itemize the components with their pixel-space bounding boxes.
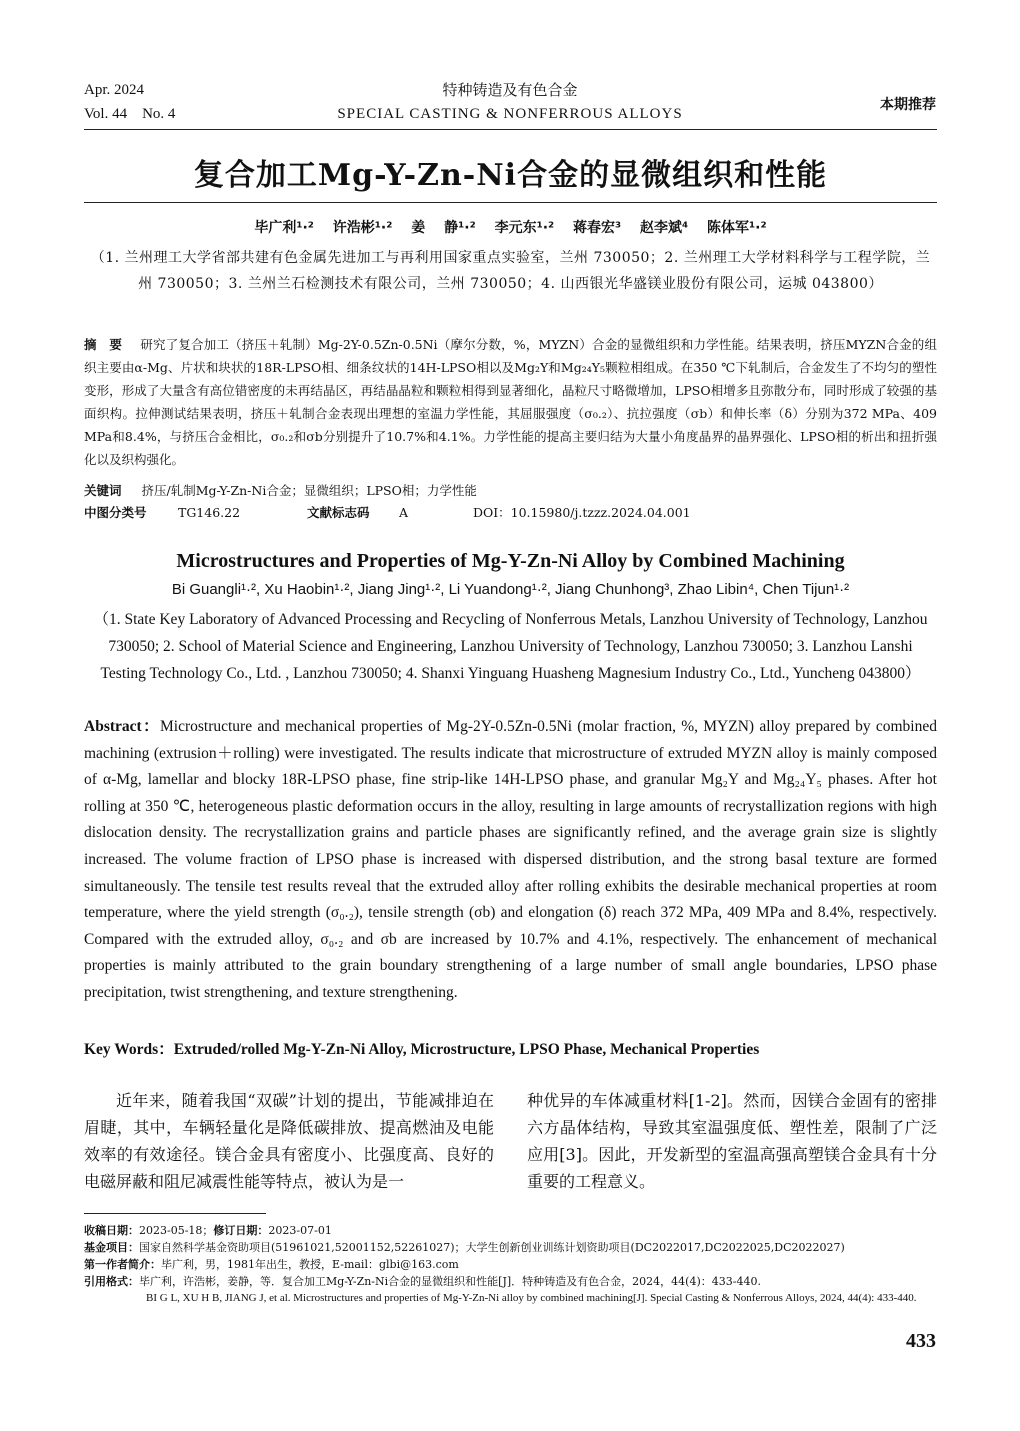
abstract-en-text: Microstructure and mechanical properties of Mg-2Y-0.5Zn-0.5Ni (molar fraction, %, MYZN) alloy prepared by combined machining (extrusion＋rolling) were investigated. The results indicate that microstructure of extruded MYZN alloy is mainly composed of α-Mg, lamellar and blocky 18R-LPSO phase, fine strip-like 14H-LPSO phase, and granular Mg₂Y and Mg₂₄Y₅ phases. After hot rolling at 350 ℃, heterogeneous plastic deformation occurs in the alloy, resulting in large amounts of recrystallization regions with high dislocation density. The recrystallization grains and particle phases are significantly refined, and the average grain size is slightly increased. The volume fraction of LPSO phase is increased with dispersed distribution, and the strong basal texture are formed simultaneously. The tensile test results reveal that the extruded alloy after rolling exhibits the desirable mechanical properties at room temperature, where the yield strength (σ₀.₂), tensile strength (σb) and elongation (δ) reach 372 MPa, 409 MPa and 8.4%, respectively. Compared with the extruded alloy, σ₀.₂ and σb are increased by 10.7% and 4.1%, respectively. The enhancement of mechanical properties is mainly attributed to the grain boundary strengthening of a large number of small angle boundaries, LPSO phase precipitation, twist strengthening, and texture strengthening. [84, 718, 937, 1001]
footnote-fund [84, 1239, 937, 1256]
abstract-cn-text: 研究了复合加工（挤压＋轧制）Mg-2Y-0.5Zn-0.5Ni（摩尔分数，%，MYZN）合金的显微组织和力学性能。结果表明，挤压MYZN合金的组织主要由α-Mg、片状和块状的18R-LPSO相、细条纹状的14H-LPSO相以及Mg₂Y和Mg₂₄Y₅颗粒相组成。在350 ℃下轧制后，合金发生了不均匀的塑性变形，形成了大量含有高位错密度的未再结晶区，再结晶晶粒和颗粒相得到显著细化，晶粒尺寸略微增加，LPSO相增多且弥散分布，同时形成了较强的基面织构。拉伸测试结果表明，挤压＋轧制合金表现出理想的室温力学性能，其屈服强度（σ₀.₂）、抗拉强度（σb）和伸长率（δ）分别为372 MPa、409 MPa和8.4%，与挤压合金相比，σ₀.₂和σb分别提升了10.7%和4.1%。力学性能的提高主要归结为大量小角度晶界的晶界强化、LPSO相的析出和扭折强化以及织构强化。 [84, 337, 937, 467]
received-label: 收稿日期： [84, 1224, 139, 1237]
doc-code: A [398, 505, 408, 520]
body-column-left: 近年来，随着我国“双碳”计划的提出，节能减排迫在眉睫，其中，车辆轻量化是降低碳排放、提高燃油及电能效率的有效途径。镁合金具有密度小、比强度高、良好的电磁屏蔽和阻尼减震性能等特点，被认为是一 [84, 1091, 494, 1191]
revised-date: 2023-07-01 [268, 1224, 332, 1237]
footnote-dates [84, 1222, 937, 1239]
authors-cn: 毕广利¹·² 许浩彬¹·² 姜 静¹·² 李元东¹·² 蒋春宏³ 赵李斌⁴ 陈体军¹·² [254, 220, 767, 236]
footnote-citation [84, 1273, 937, 1290]
citation-en: BI G L, XU H B, JIANG J, et al. Microstructures and properties of Mg-Y-Zn-Ni alloy by combined machining[J]. Special Casting & Nonferrous Alloys, 2024, 44(4): 433-440. [146, 1292, 917, 1304]
citation-label: 引用格式： [84, 1275, 139, 1288]
abstract-en-label: Abstract： [84, 718, 160, 735]
doc-code-label: 文献标志码 [306, 505, 370, 520]
authors-en: Bi Guangli¹·², Xu Haobin¹·², Jiang Jing¹·², Li Yuandong¹·², Jiang Chunhong³, Zhao Libin⁴, Chen Tijun¹·² [171, 581, 850, 598]
citation-cn: 毕广利，许浩彬，姜静，等．复合加工Mg-Y-Zn-Ni合金的显微组织和性能[J]．特种铸造及有色合金，2024，44(4)：433-440. [139, 1275, 761, 1288]
paper-title-cn: 复合加工Mg-Y-Zn-Ni合金的显微组织和性能 [193, 158, 828, 193]
paper-title-en: Microstructures and Properties of Mg-Y-Zn-Ni Alloy by Combined Machining [176, 550, 845, 572]
revised-label: 修订日期： [213, 1224, 269, 1237]
received-date: 2023-05-18； [139, 1224, 214, 1237]
journal-name [300, 78, 720, 126]
issue-info [84, 78, 175, 126]
issue-date: Apr. 2024 [84, 82, 144, 98]
affiliation-cn: （1. 兰州理工大学省部共建有色金属先进加工与再利用国家重点实验室，兰州 730050；2. 兰州理工大学材料科学与工程学院，兰州 730050；3. 兰州兰石检测技术有限公司，兰州 730050；4. 山西银光华盛镁业股份有限公司，运城 043800） [90, 250, 931, 292]
clc-label: 中图分类号 [84, 505, 147, 520]
abstract-cn [84, 333, 937, 471]
journal-name-cn: 特种铸造及有色合金 [442, 81, 578, 99]
clc-code: TG146.22 [177, 505, 241, 520]
footnote-author [84, 1256, 937, 1273]
header-rule [84, 129, 937, 130]
title-rule [84, 202, 937, 203]
footnote-rule [84, 1213, 266, 1214]
abstract-en [84, 714, 937, 1007]
keywords-en-text: Extruded/rolled Mg-Y-Zn-Ni Alloy, Microstructure, LPSO Phase, Mechanical Properties [173, 1041, 760, 1058]
fund-label: 基金项目： [84, 1241, 139, 1254]
keywords-cn [84, 480, 937, 502]
journal-name-en: SPECIAL CASTING & NONFERROUS ALLOYS [337, 106, 683, 122]
keywords-en [84, 1037, 937, 1059]
page-number: 433 [906, 1330, 936, 1352]
author-bio-label: 第一作者简介： [84, 1258, 161, 1271]
abstract-cn-label: 摘 要 [84, 337, 123, 352]
body-column-right: 种优异的车体减重材料[1-2]。然而，因镁合金固有的密排六方晶体结构，导致其室温强度低、塑性差，限制了广泛应用[3]。因此，开发新型的室温高强高塑镁合金具有十分重要的工程意义。 [527, 1091, 937, 1191]
doi: DOI：10.15980/j.tzzz.2024.04.001 [472, 505, 691, 520]
section-label: 本期推荐 [880, 97, 936, 113]
keywords-en-label: Key Words： [84, 1041, 174, 1058]
affiliation-en: （1. State Key Laboratory of Advanced Processing and Recycling of Nonferrous Metals, Lanzhou University of Technology, Lanzhou 730050; 2. School of Material Science and Engineering, Lanzhou University of Technology, Lanzhou 730050; 3. Lanzhou Lanshi Testing Technology Co., Ltd. , Lanzhou 730050; 4. Shanxi Yinguang Huasheng Magnesium Industry Co., Ltd., Yuncheng 043800） [93, 611, 928, 682]
author-bio-text: 毕广利，男，1981年出生，教授，E-mail：glbi@163.com [161, 1258, 459, 1271]
keywords-cn-text: 挤压/轧制Mg-Y-Zn-Ni合金；显微组织；LPSO相；力学性能 [141, 483, 477, 498]
fund-text: 国家自然科学基金资助项目(51961021,52001152,52261027)；大学生创新创业训练计划资助项目(DC2022017,DC2022025,DC2022027) [139, 1241, 845, 1254]
keywords-cn-label: 关键词 [84, 483, 122, 498]
classification-row [84, 502, 937, 524]
issue-volume: Vol. 44 No. 4 [84, 106, 176, 122]
